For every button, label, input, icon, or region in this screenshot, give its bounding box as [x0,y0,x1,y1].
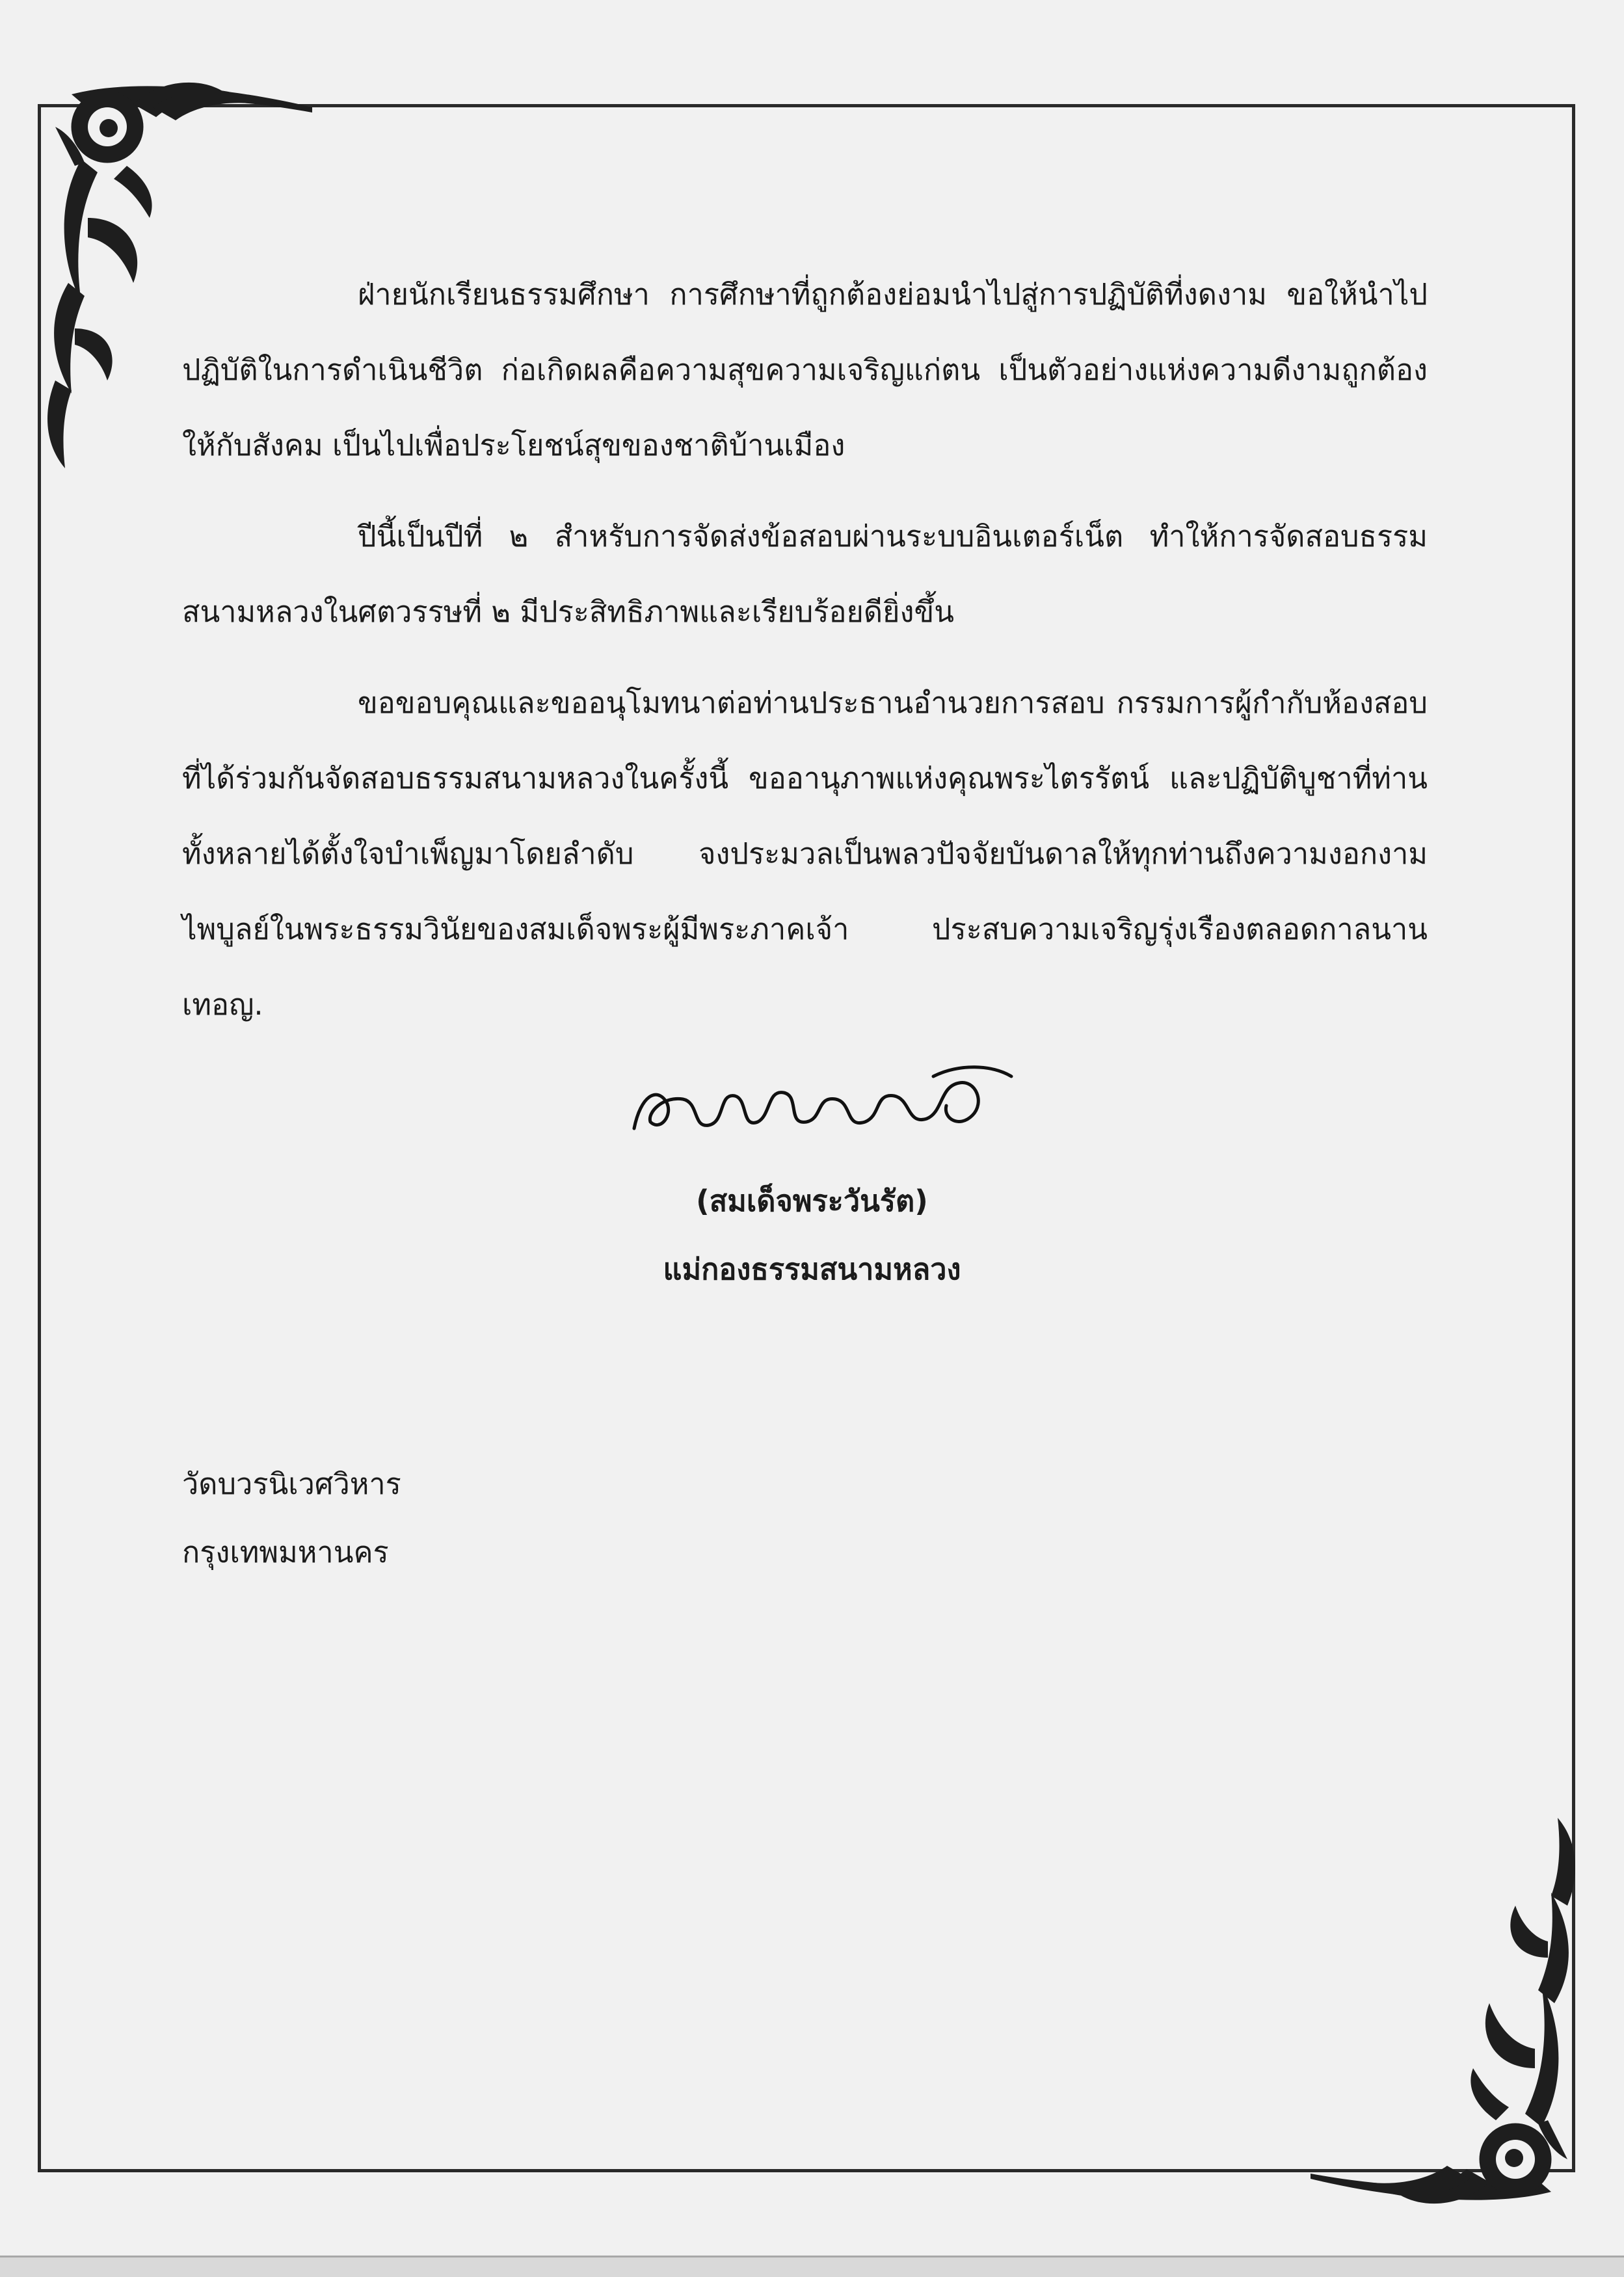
scan-bottom-edge [0,2256,1624,2277]
paragraph-internet-exam-year: ปีนี้เป็นปีที่ ๒ สำหรับการจัดส่งข้อสอบผ่านระบบอินเตอร์เน็ต ทำให้การจัดสอบธรรมสนามหลวงในศตวรรษที่ ๒ มีประสิทธิภาพและเรียบร้อยดียิ่งขึ้น [182,519,1428,629]
paragraph-thanks-and-blessing: ขอขอบคุณและขออนุโมทนาต่อท่านประธานอำนวยการสอบ กรรมการผู้กำกับห้องสอบ ที่ได้ร่วมกันจัดสอบธรรมสนามหลวงในครั้งนี้ ขออานุภาพแห่งคุณพระไตรรัตน์ และปฏิบัติบูชาที่ท่านทั้งหลายได้ตั้งใจบำเพ็ญมาโดยลำดับ จงประมวลเป็นพลวปัจจัยบันดาลให้ทุกท่านถึงความงอกงามไพบูลย์ในพระธรรมวินัยของสมเด็จพระผู้มีพระภาคเจ้า ประสบความเจริญรุ่งเรืองตลอดกาลนาน เทอญ. [182,686,1428,1022]
paragraph-dhamma-students: ฝ่ายนักเรียนธรรมศึกษา การศึกษาที่ถูกต้องย่อมนำไปสู่การปฏิบัติที่งดงาม ขอให้นำไปปฏิบัติในการดำเนินชีวิต ก่อเกิดผลคือความสุขความเจริญแก่ตน เป็นตัวอย่างแห่งความดีงามถูกต้องให้กับสังคม เป็นไปเพื่อประโยชน์สุขของชาติบ้านเมือง [182,277,1428,462]
corner-ornament-bottom-right-icon [1301,1815,1587,2218]
handwritten-signature [621,1057,1024,1151]
place-temple: วัดบวรนิเวศวิหาร [182,1467,401,1501]
signer-name: (สมเด็จพระวันรัต) [696,1184,928,1218]
signer-title: แม่กองธรรมสนามหลวง [663,1252,961,1286]
letter-body [182,257,1428,1043]
place-city: กรุงเทพมหานคร [182,1535,389,1569]
